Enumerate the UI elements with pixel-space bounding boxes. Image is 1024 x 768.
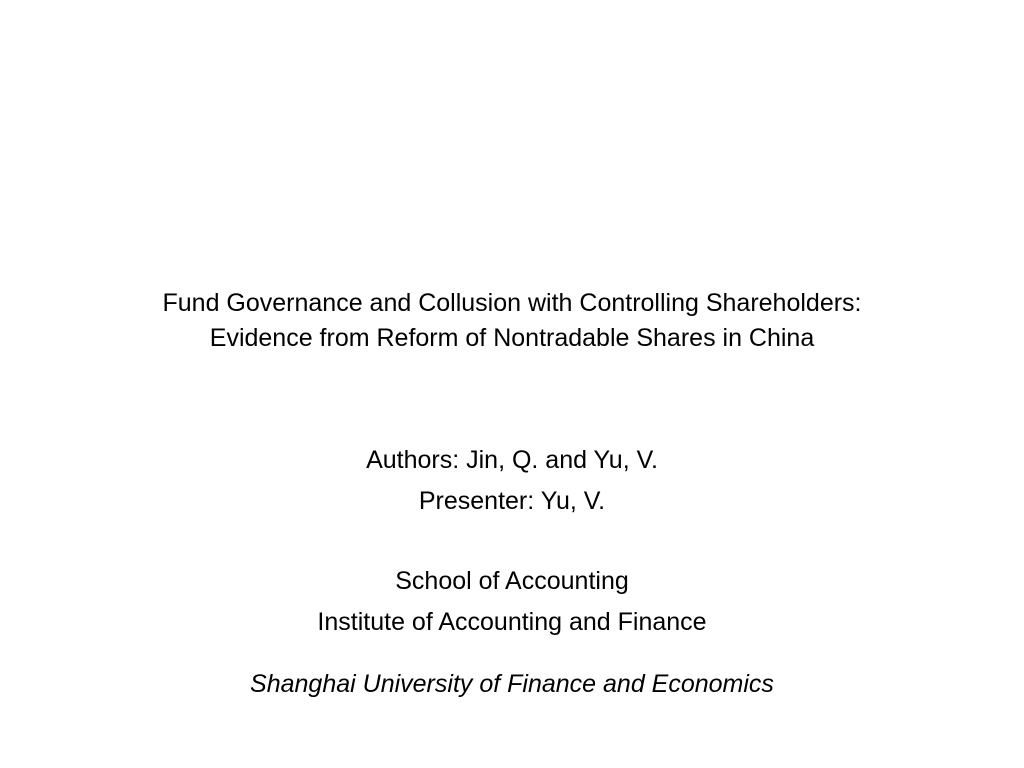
institute-name: Institute of Accounting and Finance	[317, 608, 707, 636]
title-line-1: Fund Governance and Collusion with Controlling Shareholders:	[162, 289, 862, 317]
affiliation-block	[0, 564, 1024, 640]
slide-title	[0, 286, 1024, 356]
people-block	[0, 443, 1024, 519]
presenter-text: Presenter: Yu, V.	[418, 487, 606, 515]
title-line-2: Evidence from Reform of Nontradable Shares in China	[209, 324, 815, 352]
authors-text: Authors: Jin, Q. and Yu, V.	[366, 446, 658, 474]
school-name: School of Accounting	[395, 567, 629, 595]
university-name: Shanghai University of Finance and Economics	[250, 670, 774, 698]
